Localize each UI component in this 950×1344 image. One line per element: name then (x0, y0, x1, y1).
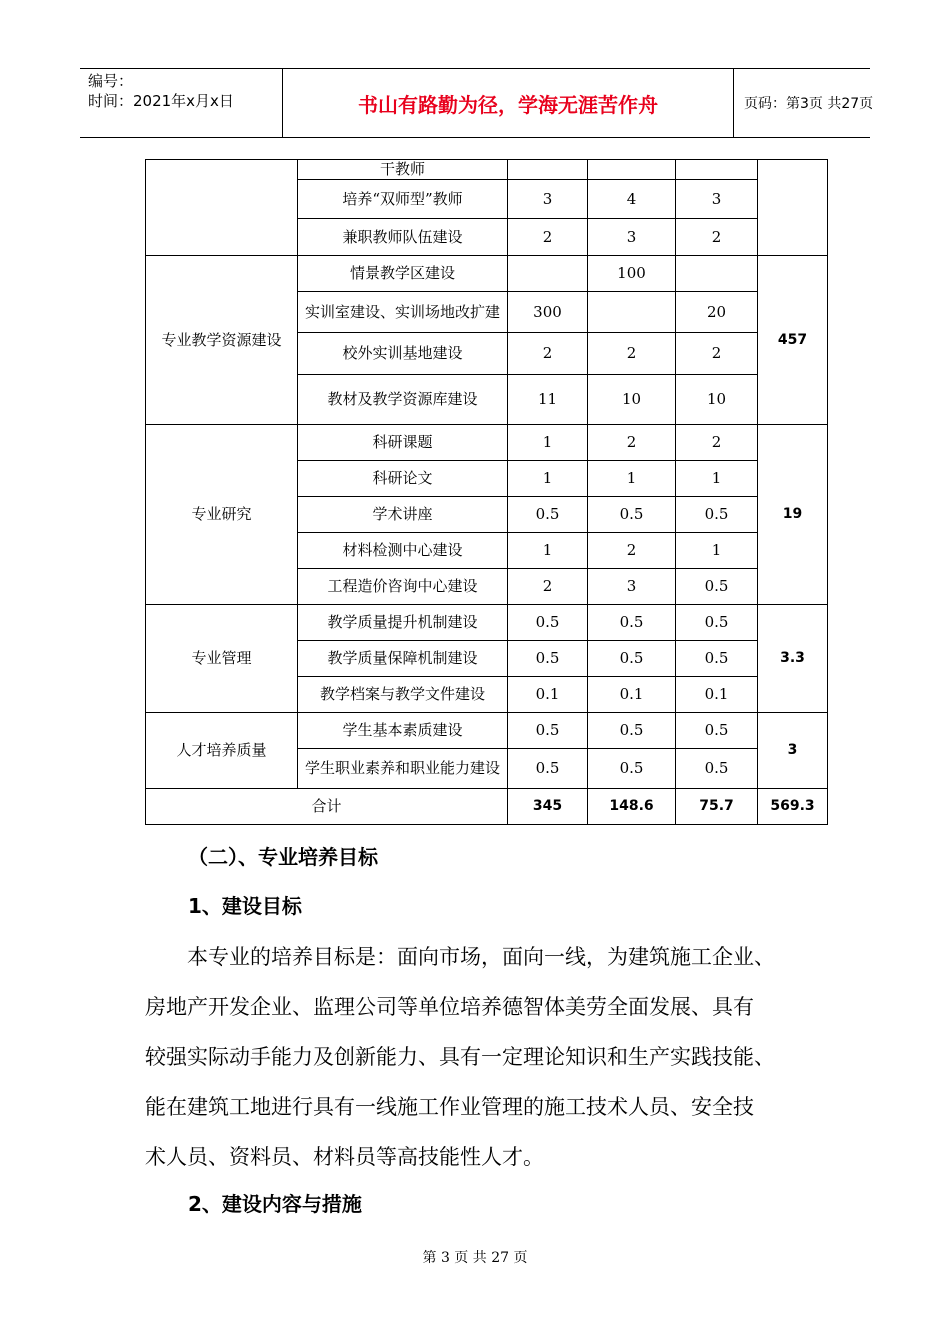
value-cell: 3 (588, 569, 676, 605)
value-cell: 0.5 (676, 641, 758, 677)
value-cell: 100 (588, 256, 676, 292)
value-cell: 2 (588, 425, 676, 461)
category-cell: 专业管理 (146, 605, 298, 713)
category-cell: 专业教学资源建设 (146, 256, 298, 425)
value-cell: 0.1 (588, 677, 676, 713)
table-row (146, 713, 828, 749)
paragraph-line: 本专业的培养目标是：面向市场，面向一线，为建筑施工企业、 (187, 945, 775, 969)
sum-label: 合计 (146, 789, 508, 825)
value-cell: 1 (508, 425, 588, 461)
sum-value: 345 (508, 789, 588, 825)
table-row (146, 425, 828, 461)
item-cell: 实训室建设、实训场地改扩建 (298, 292, 508, 333)
total-cell (758, 160, 828, 256)
value-cell (588, 292, 676, 333)
category-cell (146, 160, 298, 256)
value-cell: 2 (588, 533, 676, 569)
paragraph-line: 较强实际动手能力及创新能力、具有一定理论知识和生产实践技能、 (145, 1045, 775, 1069)
category-cell: 专业研究 (146, 425, 298, 605)
value-cell: 0.5 (588, 749, 676, 789)
value-cell: 0.5 (676, 497, 758, 533)
category-cell: 人才培养质量 (146, 713, 298, 789)
paragraph-line: 术人员、资料员、材料员等高技能性人才。 (145, 1145, 544, 1169)
value-cell: 2 (508, 219, 588, 256)
value-cell: 0.5 (588, 713, 676, 749)
item-cell: 培养“双师型”教师 (298, 180, 508, 219)
value-cell: 4 (588, 180, 676, 219)
item-cell: 兼职教师队伍建设 (298, 219, 508, 256)
header-page-info: 页码：第3页 共27页 (744, 96, 874, 112)
sum-value: 148.6 (588, 789, 676, 825)
table-row (146, 605, 828, 641)
item-cell: 教材及教学资源库建设 (298, 375, 508, 425)
value-cell: 20 (676, 292, 758, 333)
item-cell: 工程造价咨询中心建设 (298, 569, 508, 605)
value-cell: 1 (508, 533, 588, 569)
paragraph-line: 能在建筑工地进行具有一线施工作业管理的施工技术人员、安全技 (145, 1095, 754, 1119)
value-cell (508, 160, 588, 180)
page-footer: 第 3 页 共 27 页 (422, 1250, 528, 1266)
value-cell (588, 160, 676, 180)
time-label: 时间：2021年x月x日 (88, 92, 234, 110)
value-cell: 2 (676, 425, 758, 461)
value-cell: 0.5 (676, 749, 758, 789)
header-meta (80, 69, 282, 137)
value-cell: 3 (676, 180, 758, 219)
table-row (146, 256, 828, 292)
item-cell: 教学档案与教学文件建设 (298, 677, 508, 713)
value-cell: 2 (508, 333, 588, 375)
value-cell: 3 (508, 180, 588, 219)
item-cell: 学生基本素质建设 (298, 713, 508, 749)
number-label: 编号： (88, 72, 134, 90)
value-cell: 0.5 (676, 605, 758, 641)
value-cell: 0.1 (676, 677, 758, 713)
item-cell: 干教师 (298, 160, 508, 180)
value-cell: 1 (508, 461, 588, 497)
table-row (146, 160, 828, 180)
value-cell: 300 (508, 292, 588, 333)
item-cell: 校外实训基地建设 (298, 333, 508, 375)
item-cell: 情景教学区建设 (298, 256, 508, 292)
budget-table (145, 159, 828, 825)
value-cell: 0.5 (508, 641, 588, 677)
value-cell: 10 (588, 375, 676, 425)
paragraph-line: 房地产开发企业、监理公司等单位培养德智体美劳全面发展、具有 (145, 995, 754, 1019)
total-cell: 457 (758, 256, 828, 425)
item-cell: 科研论文 (298, 461, 508, 497)
sum-value: 75.7 (676, 789, 758, 825)
value-cell: 1 (588, 461, 676, 497)
sum-total: 569.3 (758, 789, 828, 825)
value-cell: 0.5 (676, 713, 758, 749)
value-cell (676, 256, 758, 292)
value-cell: 2 (508, 569, 588, 605)
total-cell: 3.3 (758, 605, 828, 713)
value-cell: 0.5 (588, 605, 676, 641)
item-cell: 材料检测中心建设 (298, 533, 508, 569)
sum-row (146, 789, 828, 825)
value-cell (508, 256, 588, 292)
value-cell: 0.5 (508, 497, 588, 533)
page-header (80, 68, 874, 138)
header-motto: 书山有路勤为径，学海无涯苦作舟 (282, 69, 734, 137)
value-cell: 10 (676, 375, 758, 425)
subsection-title-measures: 2、建设内容与措施 (188, 1192, 362, 1216)
item-cell: 学术讲座 (298, 497, 508, 533)
item-cell: 学生职业素养和职业能力建设 (298, 749, 508, 789)
value-cell: 2 (588, 333, 676, 375)
value-cell: 0.5 (508, 605, 588, 641)
value-cell: 0.5 (508, 749, 588, 789)
value-cell (676, 160, 758, 180)
value-cell: 1 (676, 533, 758, 569)
total-cell: 3 (758, 713, 828, 789)
goal-paragraph (145, 932, 825, 1182)
value-cell: 1 (676, 461, 758, 497)
subsection-title-goal: 1、建设目标 (188, 894, 302, 918)
value-cell: 0.5 (508, 713, 588, 749)
value-cell: 0.5 (588, 497, 676, 533)
value-cell: 2 (676, 333, 758, 375)
total-cell: 19 (758, 425, 828, 605)
value-cell: 11 (508, 375, 588, 425)
value-cell: 3 (588, 219, 676, 256)
value-cell: 0.5 (588, 641, 676, 677)
value-cell: 0.5 (676, 569, 758, 605)
item-cell: 科研课题 (298, 425, 508, 461)
value-cell: 0.1 (508, 677, 588, 713)
value-cell: 2 (676, 219, 758, 256)
section-title: （二）、专业培养目标 (188, 845, 378, 869)
item-cell: 教学质量保障机制建设 (298, 641, 508, 677)
item-cell: 教学质量提升机制建设 (298, 605, 508, 641)
